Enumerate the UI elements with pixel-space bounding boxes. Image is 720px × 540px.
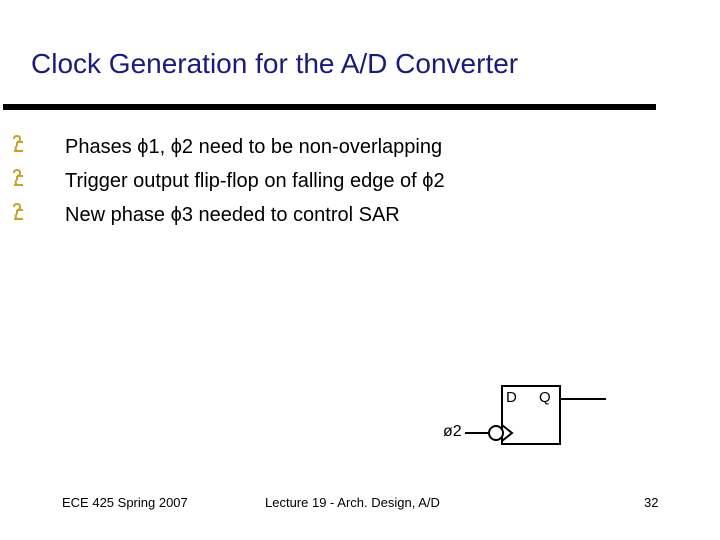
bullet-text: Phases ϕ1, ϕ2 need to be non-overlapping: [65, 136, 443, 158]
footer-course: ECE 425 Spring 2007: [62, 495, 188, 510]
d-input-label: D: [506, 389, 517, 406]
q-output-label: Q: [539, 389, 551, 406]
slide-title: Clock Generation for the A/D Converter: [31, 48, 519, 79]
inversion-bubble: [489, 426, 503, 440]
clock-input-label: ø2: [443, 423, 462, 440]
bullet-text: Trigger output flip-flop on falling edge of ϕ2: [65, 170, 445, 192]
bullet-text: New phase ϕ3 needed to control SAR: [65, 204, 400, 226]
footer-page-number: 32: [644, 495, 659, 510]
footer-lecture: Lecture 19 - Arch. Design, A/D: [265, 495, 440, 510]
